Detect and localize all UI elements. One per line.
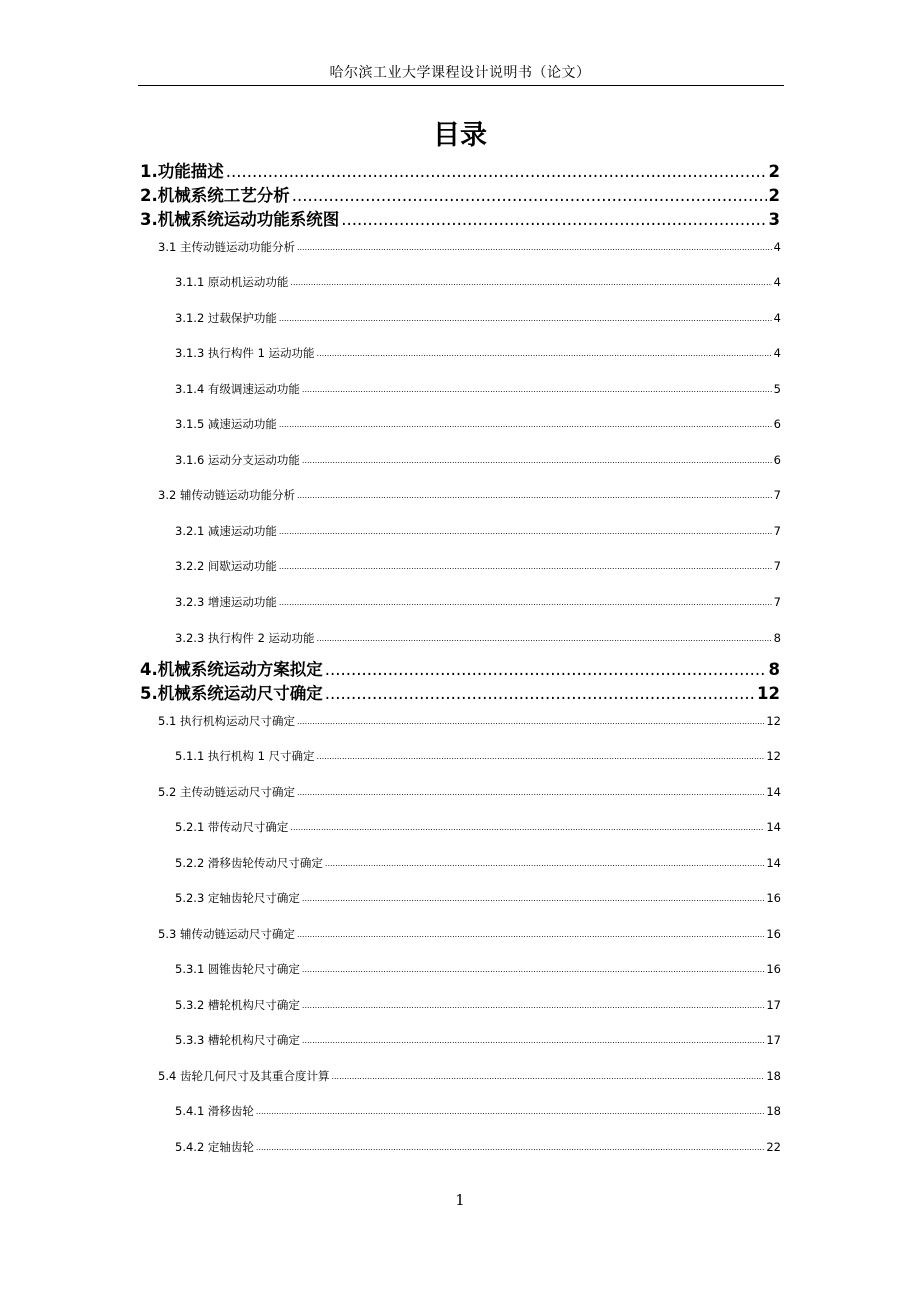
toc-entry-label: 5.4 齿轮几何尺寸及其重合度计算 (158, 1069, 330, 1083)
dot-leader (279, 560, 772, 574)
toc-entry-page: 14 (766, 785, 781, 799)
footer-page-number: 1 (455, 1191, 465, 1209)
toc-entry-5-3-3[interactable] (175, 1032, 781, 1048)
dot-leader (297, 928, 764, 942)
dot-leader (317, 632, 772, 646)
toc-entry-1[interactable] (140, 161, 780, 183)
dot-leader (302, 963, 764, 977)
toc-entry-3-1-6[interactable] (175, 452, 781, 468)
toc-entry-label: 3.1.6 运动分支运动功能 (175, 453, 300, 467)
toc-entry-label: 5.3.3 槽轮机构尺寸确定 (175, 1033, 300, 1047)
toc-entry-label: 3.2.3 增速运动功能 (175, 595, 277, 609)
toc-entry-page: 12 (757, 684, 780, 703)
toc-entry-3-1-1[interactable] (175, 274, 781, 290)
dot-leader (341, 209, 766, 231)
dot-leader (302, 1034, 764, 1048)
toc-entry-label: 3.1.5 减速运动功能 (175, 417, 277, 431)
toc-entry-label: 5.2.3 定轴齿轮尺寸确定 (175, 891, 300, 905)
toc-entry-page: 2 (768, 186, 780, 205)
dot-leader (256, 1105, 764, 1119)
dot-leader (302, 454, 772, 468)
toc-entry-5-4[interactable] (158, 1068, 781, 1084)
toc-entry-label: 2.机械系统工艺分析 (140, 186, 290, 205)
dot-leader (279, 418, 772, 432)
toc-entry-page: 4 (773, 346, 781, 360)
toc-entry-page: 4 (773, 240, 781, 254)
toc-entry-5-4-1[interactable] (175, 1103, 781, 1119)
toc-entry-3-2[interactable] (158, 487, 781, 503)
dot-leader (325, 683, 755, 705)
toc-entry-label: 5.4.2 定轴齿轮 (175, 1140, 254, 1154)
toc-entry-label: 4.机械系统运动方案拟定 (140, 660, 323, 679)
toc-entry-label: 5.2.1 带传动尺寸确定 (175, 820, 289, 834)
toc-entry-5-2-1[interactable] (175, 819, 781, 835)
toc-entry-label: 5.2 主传动链运动尺寸确定 (158, 785, 295, 799)
dot-leader (297, 489, 772, 503)
toc-entry-page: 18 (766, 1104, 781, 1118)
toc-entry-3-2-1[interactable] (175, 523, 781, 539)
toc-entry-2[interactable] (140, 185, 780, 207)
toc-entry-3-1-4[interactable] (175, 381, 781, 397)
dot-leader (226, 161, 767, 183)
dot-leader (297, 241, 772, 255)
toc-entry-page: 16 (766, 927, 781, 941)
toc-entry-page: 7 (773, 524, 781, 538)
toc-entry-label: 5.2.2 滑移齿轮传动尺寸确定 (175, 856, 323, 870)
dot-leader (290, 276, 771, 290)
toc-entry-label: 5.3 辅传动链运动尺寸确定 (158, 927, 295, 941)
dot-leader (331, 1070, 764, 1084)
dot-leader (317, 347, 772, 361)
toc-entry-5-4-2[interactable] (175, 1139, 781, 1155)
dot-leader (279, 525, 772, 539)
toc-entry-3-2-3b[interactable] (175, 630, 781, 646)
toc-entry-page: 3 (768, 210, 780, 229)
dot-leader (297, 786, 764, 800)
toc-entry-3[interactable] (140, 209, 780, 231)
toc-entry-label: 3.1.3 执行构件 1 运动功能 (175, 346, 315, 360)
toc-entry-page: 16 (766, 891, 781, 905)
toc-entry-page: 2 (768, 162, 780, 181)
toc-entry-3-1-2[interactable] (175, 310, 781, 326)
toc-entry-3-1-5[interactable] (175, 416, 781, 432)
toc-entry-page: 14 (766, 856, 781, 870)
dot-leader (317, 750, 765, 764)
toc-entry-page: 7 (773, 488, 781, 502)
toc-entry-page: 8 (768, 660, 780, 679)
dot-leader (302, 999, 764, 1013)
toc-entry-5-3-1[interactable] (175, 961, 781, 977)
toc-entry-page: 5 (773, 382, 781, 396)
toc-title: 目录 (433, 120, 487, 151)
dot-leader (302, 892, 764, 906)
toc-entry-page: 17 (766, 998, 781, 1012)
toc-entry-page: 12 (766, 714, 781, 728)
toc-entry-page: 7 (773, 595, 781, 609)
toc-entry-3-1-3[interactable] (175, 345, 781, 361)
toc-entry-label: 5.3.1 圆锥齿轮尺寸确定 (175, 962, 300, 976)
toc-entry-5-2-3[interactable] (175, 890, 781, 906)
toc-entry-5-2[interactable] (158, 784, 781, 800)
toc-entry-label: 3.2.3 执行构件 2 运动功能 (175, 631, 315, 645)
toc-entry-5-2-2[interactable] (175, 855, 781, 871)
toc-entry-label: 3.1.4 有级调速运动功能 (175, 382, 300, 396)
toc-entry-5[interactable] (140, 683, 780, 705)
toc-entry-page: 17 (766, 1033, 781, 1047)
toc-entry-page: 22 (766, 1140, 781, 1154)
toc-entry-3-1[interactable] (158, 239, 781, 255)
page-header-text: 哈尔滨工业大学课程设计说明书（论文） (329, 65, 591, 81)
toc-entry-label: 3.1.2 过载保护功能 (175, 311, 277, 325)
dot-leader (279, 312, 772, 326)
toc-entry-label: 5.4.1 滑移齿轮 (175, 1104, 254, 1118)
toc-entry-label: 3.1 主传动链运动功能分析 (158, 240, 295, 254)
toc-entry-page: 16 (766, 962, 781, 976)
dot-leader (297, 715, 764, 729)
dot-leader (325, 857, 764, 871)
dot-leader (292, 185, 767, 207)
dot-leader (325, 659, 767, 681)
toc-entry-4[interactable] (140, 659, 780, 681)
dot-leader (256, 1141, 764, 1155)
toc-entry-page: 18 (766, 1069, 781, 1083)
toc-entry-page: 14 (766, 820, 781, 834)
toc-entry-label: 5.1.1 执行机构 1 尺寸确定 (175, 749, 315, 763)
toc-entry-page: 6 (773, 417, 781, 431)
toc-entry-page: 6 (773, 453, 781, 467)
toc-entry-label: 3.2 辅传动链运动功能分析 (158, 488, 295, 502)
toc-entry-label: 3.1.1 原动机运动功能 (175, 275, 289, 289)
toc-entry-label: 5.3.2 槽轮机构尺寸确定 (175, 998, 300, 1012)
toc-entry-5-1[interactable] (158, 713, 781, 729)
toc-entry-label: 3.2.2 间歇运动功能 (175, 559, 277, 573)
toc-entry-label: 3.机械系统运动功能系统图 (140, 210, 340, 229)
toc-entry-5-1-1[interactable] (175, 748, 781, 764)
toc-entry-page: 7 (773, 559, 781, 573)
toc-entry-page: 12 (766, 749, 781, 763)
toc-entry-label: 5.机械系统运动尺寸确定 (140, 684, 323, 703)
toc-entry-page: 8 (773, 631, 781, 645)
toc-entry-3-2-3[interactable] (175, 594, 781, 610)
dot-leader (279, 596, 772, 610)
toc-entry-label: 3.2.1 减速运动功能 (175, 524, 277, 538)
toc-entry-3-2-2[interactable] (175, 558, 781, 574)
toc-entry-5-3[interactable] (158, 926, 781, 942)
toc-entry-label: 5.1 执行机构运动尺寸确定 (158, 714, 295, 728)
toc-entry-page: 4 (773, 275, 781, 289)
toc-entry-label: 1.功能描述 (140, 162, 224, 181)
toc-entry-5-3-2[interactable] (175, 997, 781, 1013)
dot-leader (302, 383, 772, 397)
toc-entry-page: 4 (773, 311, 781, 325)
dot-leader (290, 821, 764, 835)
